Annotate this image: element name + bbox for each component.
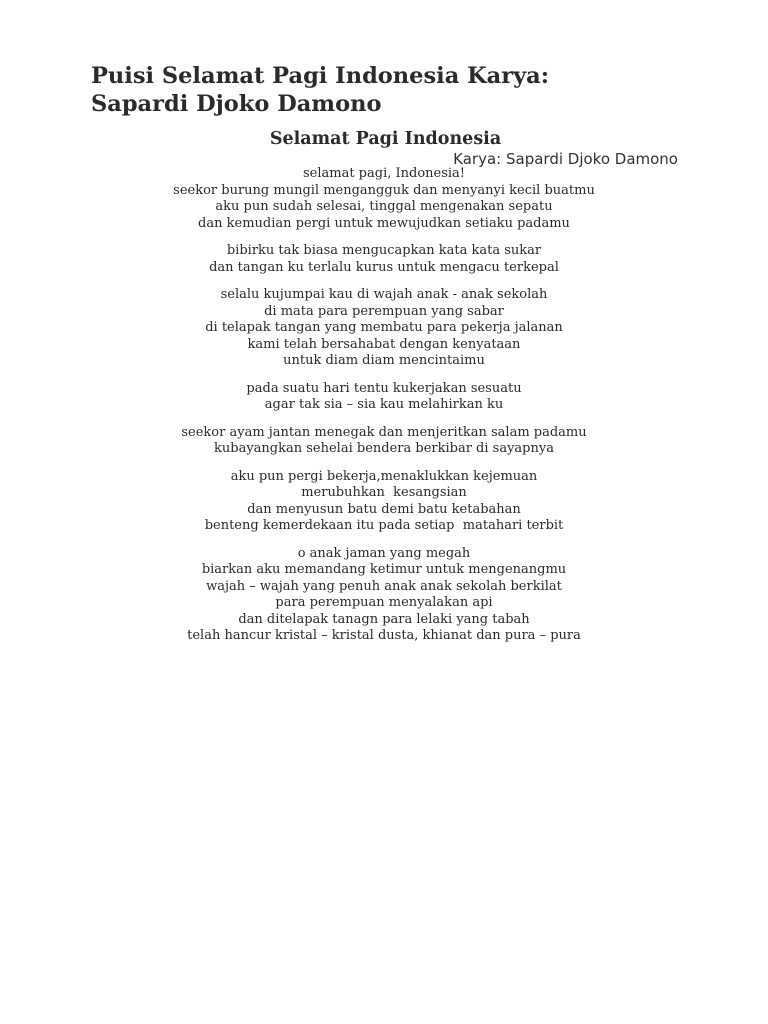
poem-line: telah hancur kristal – kristal dusta, khianat dan pura – pura xyxy=(187,628,581,643)
stanza xyxy=(0,546,768,645)
poem-line: dan kemudian pergi untuk mewujudkan setiaku padamu xyxy=(198,215,570,231)
poem-author: Karya: Sapardi Djoko Damono xyxy=(453,150,678,168)
poem-line: wajah – wajah yang penuh anak anak sekolah berkilat xyxy=(206,578,562,594)
stanza xyxy=(0,287,768,370)
poem-line: di telapak tangan yang membatu para pekerja jalanan xyxy=(205,320,563,335)
stanza xyxy=(0,469,768,535)
poem-line: agar tak sia – sia kau melahirkan ku xyxy=(264,397,504,412)
stanza xyxy=(0,243,768,276)
stanza xyxy=(0,166,768,232)
poem-line: dan tangan ku terlalu kurus untuk mengacu terkepal xyxy=(209,259,559,275)
poem-line: selalu kujumpai kau di wajah anak - anak sekolah xyxy=(220,287,548,302)
poem-line: para perempuan menyalakan api xyxy=(275,595,493,610)
poem-line: untuk diam diam mencintaimu xyxy=(283,353,485,368)
poem-line: seekor burung mungil mengangguk dan menyanyi kecil buatmu xyxy=(173,182,595,198)
poem-line: seekor ayam jantan menegak dan menjeritkan salam padamu xyxy=(181,424,587,440)
poem-line: benteng kemerdekaan itu pada setiap matahari terbit xyxy=(204,518,564,533)
document-title xyxy=(91,62,731,118)
poem-line: aku pun pergi bekerja,menaklukkan kejemuan xyxy=(230,468,538,484)
poem-line: kami telah bersahabat dengan kenyataan xyxy=(247,336,521,352)
poem-line: selamat pagi, Indonesia! xyxy=(302,166,466,181)
poem-line: di mata para perempuan yang sabar xyxy=(264,303,504,319)
poem-line: pada suatu hari tentu kukerjakan sesuatu xyxy=(246,380,522,396)
stanza xyxy=(0,381,768,414)
poem-line: o anak jaman yang megah xyxy=(297,545,471,561)
poem-title-text: Selamat Pagi Indonesia xyxy=(269,129,502,149)
poem-body xyxy=(0,166,768,656)
poem-line: bibirku tak biasa mengucapkan kata kata sukar xyxy=(226,243,542,258)
document-title-line-2: Sapardi Djoko Damono xyxy=(91,91,382,117)
poem-line: dan ditelapak tanagn para lelaki yang tabah xyxy=(238,611,530,627)
poem-line: dan menyusun batu demi batu ketabahan xyxy=(247,501,521,517)
poem-line: biarkan aku memandang ketimur untuk mengenangmu xyxy=(201,562,567,577)
poem-line: kubayangkan sehelai bendera berkibar di sayapnya xyxy=(214,441,554,456)
poem-line: aku pun sudah selesai, tinggal mengenakan sepatu xyxy=(215,199,553,214)
poem-title xyxy=(0,127,768,151)
document-title-line-1: Puisi Selamat Pagi Indonesia Karya: xyxy=(91,63,550,89)
stanza xyxy=(0,425,768,458)
poem-line: merubuhkan kesangsian xyxy=(301,485,467,500)
